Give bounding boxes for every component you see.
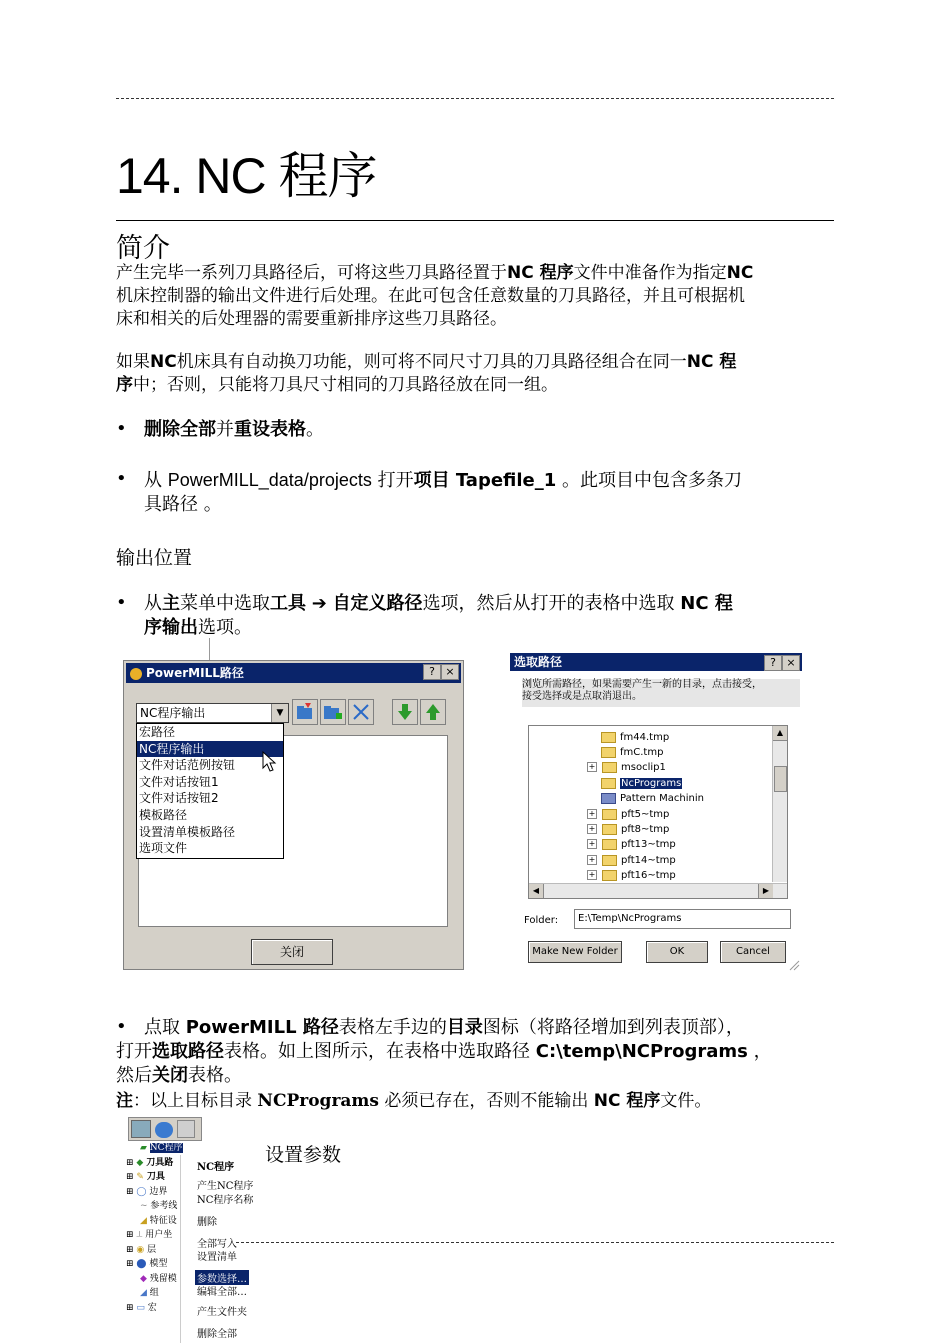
- dropdown-option[interactable]: 模板路径: [139, 807, 188, 822]
- explorer-item[interactable]: ⊞ ⬤ 模型: [126, 1259, 168, 1269]
- scroll-thumb[interactable]: [774, 766, 787, 792]
- explorer-tree[interactable]: [126, 1141, 186, 1341]
- tree-item-selected[interactable]: NcPrograms: [529, 776, 682, 791]
- tree-item[interactable]: fmC.tmp: [529, 745, 663, 760]
- bullet-item-1: [144, 418, 324, 442]
- folder-label: Folder:: [524, 915, 559, 926]
- explorer-item[interactable]: ◆ 残留模: [140, 1273, 177, 1284]
- ok-button[interactable]: OK: [646, 941, 708, 963]
- folder-add-icon: [293, 700, 317, 724]
- section-title: 简介: [116, 233, 170, 264]
- scissors-icon: [349, 700, 373, 724]
- resize-grip-icon[interactable]: [788, 959, 800, 971]
- intro-paragraph-2: [116, 351, 838, 397]
- cancel-button[interactable]: Cancel: [720, 941, 786, 963]
- text-line: 浏览所需路径，如果需要产生一新的目录，点击接受，: [522, 679, 762, 690]
- folder-tree[interactable]: [528, 725, 788, 899]
- arrow-up-icon: [421, 700, 445, 724]
- bold-text: PowerMILL 路径: [185, 1017, 339, 1038]
- powermill-logo-icon: [130, 668, 142, 680]
- folder-browse-icon: [321, 700, 345, 724]
- paths-dialog: [123, 660, 464, 970]
- text: 产生完毕一系列刀具路径后，可将这些刀具路径置于: [116, 263, 507, 283]
- tree-item[interactable]: + pft5~tmp: [588, 809, 670, 820]
- menu-item-write-all[interactable]: 全部写入: [197, 1239, 237, 1250]
- tree-item[interactable]: + msoclip1: [588, 762, 666, 773]
- tree-item[interactable]: + pft8~tmp: [588, 824, 670, 835]
- chevron-down-icon[interactable]: ▼: [271, 704, 288, 722]
- folder-dialog: [510, 653, 802, 971]
- text: 并: [216, 419, 234, 440]
- tool-tab-icon: [177, 1120, 195, 1138]
- arrow-icon: ➔: [311, 593, 327, 614]
- expand-icon: +: [588, 855, 596, 864]
- bold-text: 工具: [270, 593, 306, 614]
- bold-text: 重设表格: [234, 419, 306, 440]
- text: 文件中准备作为指定: [573, 263, 727, 283]
- text: 选项，然后从打开的表格中选取: [422, 593, 675, 614]
- bold-text: 序: [116, 375, 133, 395]
- explorer-item[interactable]: ◢ 特征设: [140, 1215, 177, 1226]
- scroll-up-icon: ▲: [773, 726, 787, 741]
- text: 表格左手边的: [338, 1017, 447, 1038]
- folder-icon: [602, 824, 617, 835]
- globe-icon: [155, 1122, 173, 1138]
- explorer-item[interactable]: ⊞ ▭ 宏: [126, 1302, 157, 1313]
- connector-line: [209, 638, 210, 660]
- footer-dashed-rule: [236, 1242, 834, 1243]
- text: 图标（将路径增加到列表顶部），: [482, 1017, 744, 1038]
- path-text: PowerMILL_data/projects: [167, 470, 372, 490]
- expand-icon: +: [588, 824, 596, 833]
- text: ，: [753, 1041, 772, 1062]
- text-line: 床和相关的后处理器的需要重新排序这些刀具路径。: [116, 309, 507, 329]
- bold-text: C:\temp\NCPrograms: [535, 1041, 748, 1062]
- menu-item-delete[interactable]: 删除: [197, 1217, 217, 1228]
- vertical-scrollbar[interactable]: [772, 726, 787, 882]
- text-line: 接受选择或是点取消退出。: [522, 691, 642, 702]
- expand-icon: +: [588, 870, 596, 879]
- text-line: 具路径 。: [144, 494, 222, 515]
- text: 中；否则，只能将刀具尺寸相同的刀具路径放在同一组。: [133, 375, 558, 395]
- explorer-item[interactable]: ◢ 组: [140, 1288, 159, 1298]
- menu-item-nc-name[interactable]: NC程序名称: [197, 1195, 254, 1206]
- text: 打开: [377, 470, 414, 491]
- bold-text: 序输出: [144, 617, 198, 638]
- folder-icon: [602, 762, 617, 773]
- text: ：以上目标目录: [133, 1091, 252, 1111]
- expand-icon: +: [588, 839, 596, 848]
- explorer-tab-icon: [131, 1120, 151, 1138]
- scroll-left-icon: ◀: [529, 884, 544, 898]
- folder-icon: [602, 839, 617, 850]
- dialog-title: 选取路径: [514, 655, 563, 669]
- bold-text: NC 程序: [593, 1091, 661, 1111]
- mouse-cursor-icon: [262, 751, 278, 773]
- path-type-dropdown[interactable]: [136, 723, 284, 859]
- text: 打开: [116, 1041, 152, 1062]
- bold-text: 注: [116, 1091, 133, 1111]
- bold-text: NC 程序: [507, 263, 574, 283]
- move-up-button[interactable]: [420, 699, 446, 725]
- make-new-folder-button[interactable]: Make New Folder: [528, 941, 622, 963]
- bullet-dot: •: [116, 1016, 127, 1037]
- text: 然后: [116, 1065, 152, 1086]
- instruction-paragraph: [116, 1016, 838, 1088]
- note-paragraph: [116, 1090, 711, 1113]
- dropdown-option[interactable]: 文件对话按钮1: [139, 774, 219, 789]
- folder-path-input[interactable]: E:\Temp\NcPrograms: [574, 909, 791, 929]
- explorer-item[interactable]: ⊞ ◯ 边界: [126, 1186, 168, 1197]
- folder-dialog-titlebar: [510, 653, 802, 671]
- dropdown-option[interactable]: 选项文件: [139, 841, 188, 856]
- path-type-combo[interactable]: [136, 703, 289, 723]
- subsection-params-title: 设置参数: [265, 1144, 342, 1166]
- help-button[interactable]: ?: [764, 655, 782, 671]
- text: 从: [144, 593, 162, 614]
- bold-text: NC: [726, 263, 754, 283]
- bullet-dot: •: [116, 418, 127, 439]
- expand-icon: +: [588, 809, 596, 818]
- bold-text: 删除全部: [144, 419, 216, 440]
- text: 表格。如上图所示，在表格中选取路径: [224, 1041, 530, 1062]
- document-folder-icon: [601, 793, 616, 804]
- explorer-item[interactable]: ⊞ ✎ 刀具: [126, 1172, 165, 1182]
- expand-icon: +: [588, 762, 596, 771]
- bold-text: NC 程: [686, 352, 737, 372]
- text: 必须已存在，否则不能输出: [384, 1091, 589, 1111]
- explorer-context-menu-screenshot: [124, 1115, 264, 1344]
- explorer-item[interactable]: ⊞ ◉ 层: [126, 1244, 157, 1255]
- folder-icon: [602, 809, 617, 820]
- combo-value: NC程序输出: [140, 706, 206, 720]
- text-line: 机床控制器的输出文件进行后处理。在此可包含任意数量的刀具路径，并且可根据机: [116, 286, 745, 306]
- text: 文件。: [660, 1091, 712, 1111]
- horizontal-scrollbar[interactable]: [529, 883, 787, 898]
- menu-item-delete-all[interactable]: 删除全部: [197, 1329, 237, 1340]
- explorer-item[interactable]: ⊞ ⟂ 用户坐: [126, 1230, 173, 1240]
- chapter-title: 14. NC 程序: [116, 148, 377, 204]
- explorer-item[interactable]: ▰ NC程序: [140, 1143, 183, 1153]
- text: 机床具有自动换刀功能，则可将不同尺寸刀具的刀具路径组合在同一: [176, 352, 687, 372]
- folder-open-icon: [601, 778, 616, 789]
- bold-text: NC: [150, 352, 177, 372]
- menu-header: NC程序: [197, 1162, 235, 1173]
- bold-text: NCPrograms: [257, 1091, 379, 1111]
- text: 选项。: [198, 617, 252, 638]
- folder-icon: [601, 732, 616, 743]
- close-window-button[interactable]: ×: [782, 655, 800, 671]
- bold-text: 关闭: [152, 1065, 188, 1086]
- subsection-output-title: 输出位置: [116, 547, 193, 569]
- browse-directory-button[interactable]: [320, 699, 346, 725]
- bold-text: 主: [162, 593, 180, 614]
- bold-text: 选取路径: [152, 1041, 224, 1062]
- tree-item[interactable]: + pft13~tmp: [588, 839, 676, 850]
- bold-text: 目录: [446, 1017, 483, 1038]
- close-window-button[interactable]: ×: [441, 664, 459, 680]
- menu-item-create-nc[interactable]: 产生NC程序: [197, 1181, 254, 1192]
- bold-text: 自定义路径: [332, 593, 423, 614]
- tree-item[interactable]: fm44.tmp: [529, 730, 669, 745]
- dropdown-option[interactable]: 设置清单模板路径: [139, 824, 236, 839]
- paths-dialog-titlebar: [126, 663, 461, 683]
- header-dashed-rule: [116, 98, 834, 99]
- menu-item-setup-sheet[interactable]: 设置清单: [197, 1252, 237, 1263]
- instruction-text: [522, 679, 800, 707]
- dropdown-option[interactable]: 文件对话按钮2: [139, 791, 219, 806]
- bullet-item-2: [144, 468, 834, 517]
- context-menu[interactable]: [180, 1155, 263, 1343]
- folder-icon: [601, 747, 616, 758]
- menu-item-create-folder[interactable]: 产生文件夹: [197, 1307, 247, 1318]
- explorer-item[interactable]: ~ 参考线: [140, 1201, 178, 1211]
- text: 。此项目中包含多条刀: [562, 470, 743, 491]
- close-button[interactable]: 关闭: [251, 939, 333, 965]
- text: 点取: [144, 1017, 180, 1038]
- title-rule: [116, 220, 834, 221]
- bullet-dot: •: [116, 592, 127, 613]
- text: 表格。: [188, 1065, 242, 1086]
- folder-icon: [602, 870, 617, 881]
- move-down-button[interactable]: [392, 699, 418, 725]
- folder-icon: [602, 855, 617, 866]
- bullet-item-3: [144, 592, 834, 640]
- scroll-right-icon: ▶: [758, 884, 773, 898]
- text: 如果: [116, 352, 150, 372]
- explorer-tabs[interactable]: [128, 1117, 202, 1141]
- dropdown-option[interactable]: 文件对话范例按钮: [139, 758, 236, 773]
- dropdown-option[interactable]: 宏路径: [139, 725, 176, 739]
- menu-item-edit-all[interactable]: 编辑全部…: [197, 1287, 247, 1298]
- dialog-title: PowerMILL路径: [146, 666, 244, 680]
- arrow-down-icon: [393, 700, 417, 724]
- add-directory-button[interactable]: [292, 699, 318, 725]
- text: 菜单中选取: [180, 593, 270, 614]
- menu-item-preferences-selected[interactable]: 参数选择…: [195, 1270, 249, 1285]
- dropdown-option-selected[interactable]: NC程序输出: [137, 741, 283, 758]
- tree-item[interactable]: Pattern Machinin: [529, 791, 704, 806]
- bullet-dot: •: [116, 468, 127, 489]
- intro-paragraph-1: [116, 262, 838, 331]
- bold-text: NC 程: [680, 593, 733, 614]
- bold-text: 项目 Tapefile_1: [413, 470, 557, 491]
- explorer-item[interactable]: ⊞ ◆ 刀具路: [126, 1157, 174, 1168]
- text: 从: [144, 470, 162, 491]
- help-button[interactable]: ?: [423, 664, 441, 680]
- delete-path-button[interactable]: [348, 699, 374, 725]
- tree-item[interactable]: + pft16~tmp: [588, 870, 676, 881]
- text: 。: [306, 419, 324, 440]
- tree-item[interactable]: + pft14~tmp: [588, 855, 676, 866]
